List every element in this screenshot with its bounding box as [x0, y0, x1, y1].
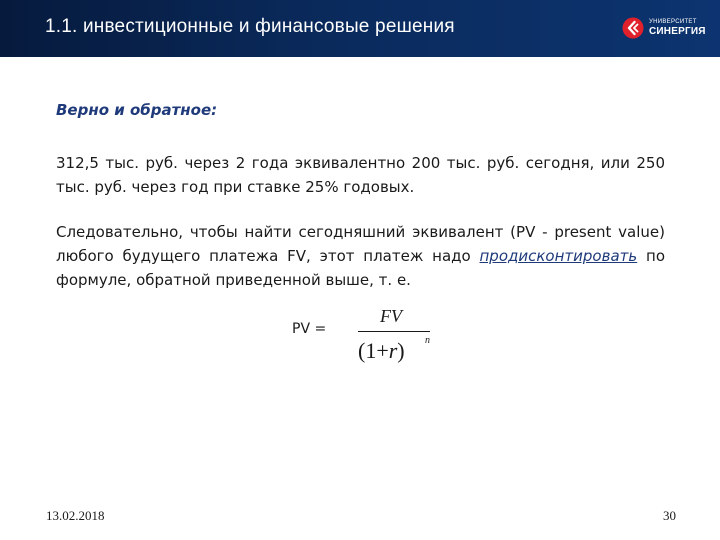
- slide-header: [0, 0, 720, 57]
- intro-heading: Верно и обратное:: [56, 101, 218, 119]
- den-rate: r: [388, 338, 398, 363]
- formula-exponent: n: [425, 335, 430, 346]
- slide-title: 1.1. инвестиционные и финансовые решения: [45, 16, 455, 37]
- logo-text-top: УНИВЕРСИТЕТ: [649, 19, 697, 25]
- discount-term: продисконтировать: [479, 247, 638, 265]
- formula-label: PV =: [292, 321, 327, 337]
- formula-numerator: FV: [380, 306, 402, 326]
- university-logo: [622, 17, 712, 41]
- paragraph-text-end: по формуле, обратной приведенной выше, т. е.: [56, 247, 666, 289]
- paragraph-text-start: Следовательно, чтобы найти сегодняшний эквивалент (PV - present value) любого будущего платежа FV, этот платеж надо: [56, 223, 665, 265]
- pv-formula: [350, 304, 432, 374]
- slide-content: [56, 100, 666, 289]
- fraction-bar: [358, 331, 430, 332]
- paragraph-discounting: [56, 220, 665, 292]
- synergy-logo-icon: [622, 17, 644, 39]
- den-close: ): [397, 338, 405, 363]
- paragraph-equivalence: 312,5 тыс. руб. через 2 года эквивалентно 200 тыс. руб. сегодня, или 250 тыс. руб. через год при ставке 25% годовых.: [56, 154, 665, 196]
- logo-text-main: СИНЕРГИЯ: [649, 26, 706, 37]
- formula-denominator: [358, 338, 405, 364]
- page-number: 30: [663, 508, 676, 523]
- footer-date: 13.02.2018: [46, 508, 105, 523]
- den-open: (1+: [358, 338, 389, 363]
